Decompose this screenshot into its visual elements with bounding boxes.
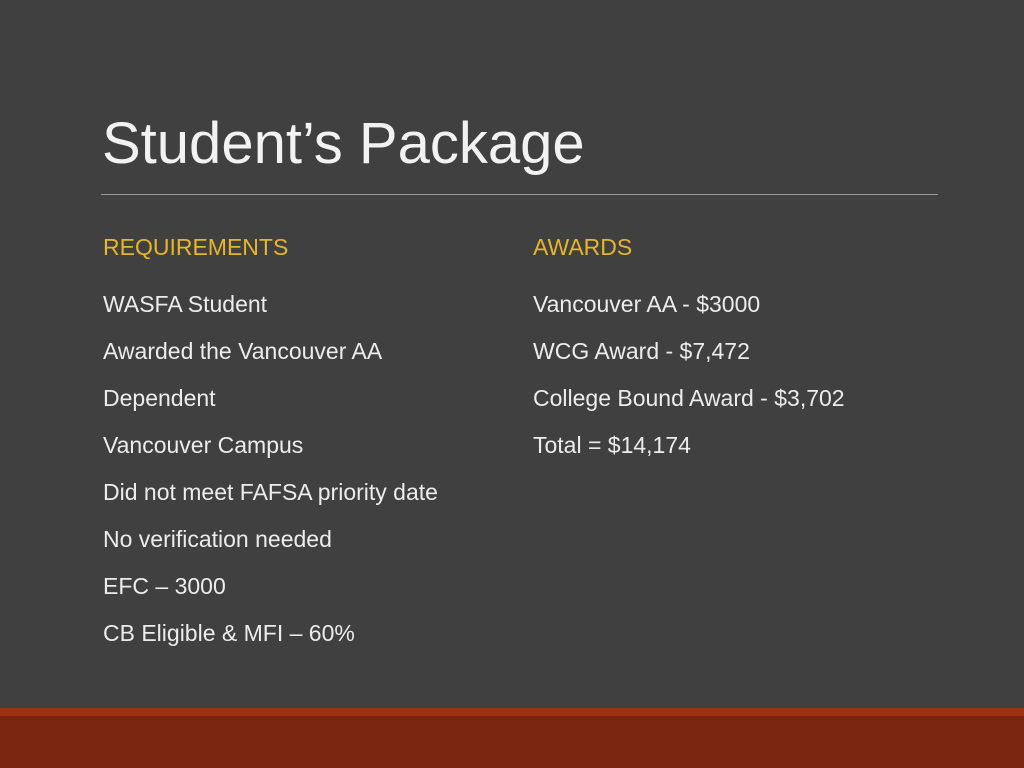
list-item: College Bound Award - $3,702: [533, 385, 845, 411]
list-item: Total = $14,174: [533, 432, 691, 458]
awards-column: [533, 232, 953, 477]
awards-heading: AWARDS: [533, 234, 633, 260]
list-item: Vancouver AA - $3000: [533, 291, 761, 317]
bottom-band-accent: [0, 708, 1024, 716]
requirements-heading: REQUIREMENTS: [103, 234, 289, 260]
list-item: No verification needed: [103, 526, 332, 552]
list-item: Vancouver Campus: [103, 432, 304, 458]
requirements-list: [103, 289, 503, 648]
list-item: Did not meet FAFSA priority date: [103, 479, 438, 505]
slide-title: Student’s Package: [102, 111, 585, 176]
list-item: Dependent: [103, 385, 216, 411]
list-item: Awarded the Vancouver AA: [103, 338, 383, 364]
awards-list: [533, 289, 953, 460]
list-item: WASFA Student: [103, 291, 268, 317]
title-divider: [101, 194, 938, 195]
requirements-column: [103, 232, 503, 665]
bottom-band: [0, 708, 1024, 768]
list-item: EFC – 3000: [103, 573, 226, 599]
list-item: CB Eligible & MFI – 60%: [103, 620, 355, 646]
list-item: WCG Award - $7,472: [533, 338, 750, 364]
